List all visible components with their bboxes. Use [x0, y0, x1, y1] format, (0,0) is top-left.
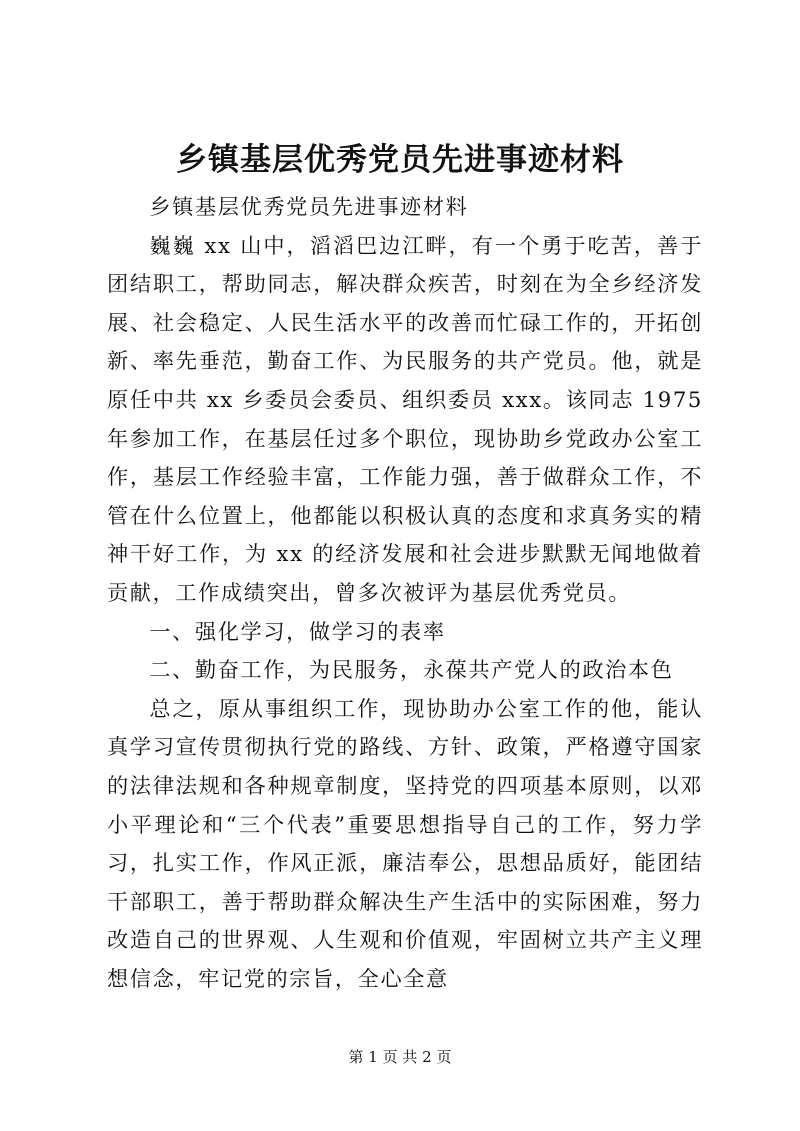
section-heading-1: 一、强化学习，做学习的表率 [149, 618, 446, 644]
summary-paragraph: 总之，原从事组织工作，现协助办公室工作的他，能认真学习宣传贯彻执行党的路线、方针、政策，严格遵守国家的法律法规和各种规章制度，坚持党的四项基本原则，以邓小平理论和“三个代表”重要思想指导自己的工作，努力学习，扎实工作，作风正派，廉洁奉公，思想品质好，能团结干部职工，善于帮助群众解决生产生活中的实际困难，努力改造自己的世界观、人生观和价值观，牢固树立共产主义理想信念，牢记党的宗旨，全心全意 [107, 695, 703, 991]
subtitle-paragraph: 乡镇基层优秀党员先进事迹材料 [149, 194, 469, 219]
page-footer: 第 1 页 共 2 页 [348, 1048, 452, 1066]
document-body [107, 188, 703, 998]
intro-paragraph: 巍巍 xx 山中，滔滔巴边江畔，有一个勇于吃苦，善于团结职工，帮助同志，解决群众疾苦，时刻在为全乡经济发展、社会稳定、人民生活水平的改善而忙碌工作的，开拓创新、率先垂范，勤奋工作、为民服务的共产党员。他，就是原任中共 xx 乡委员会委员、组织委员 xxx。该同志 1975 年参加工作，在基层任过多个职位，现协助乡党政办公室工作，基层工作经验丰富，工作能力强，善于做群众工作，不管在什么位置上，他都能以积极认真的态度和求真务实的精神干好工作，为 xx 的经济发展和社会进步默默无闻地做着贡献，工作成绩突出，曾多次被评为基层优秀党员。 [107, 232, 703, 605]
section-heading-2: 二、勤奋工作，为民服务，永葆共产党人的政治本色 [149, 657, 674, 683]
document-title: 乡镇基层优秀党员先进事迹材料 [176, 142, 624, 178]
